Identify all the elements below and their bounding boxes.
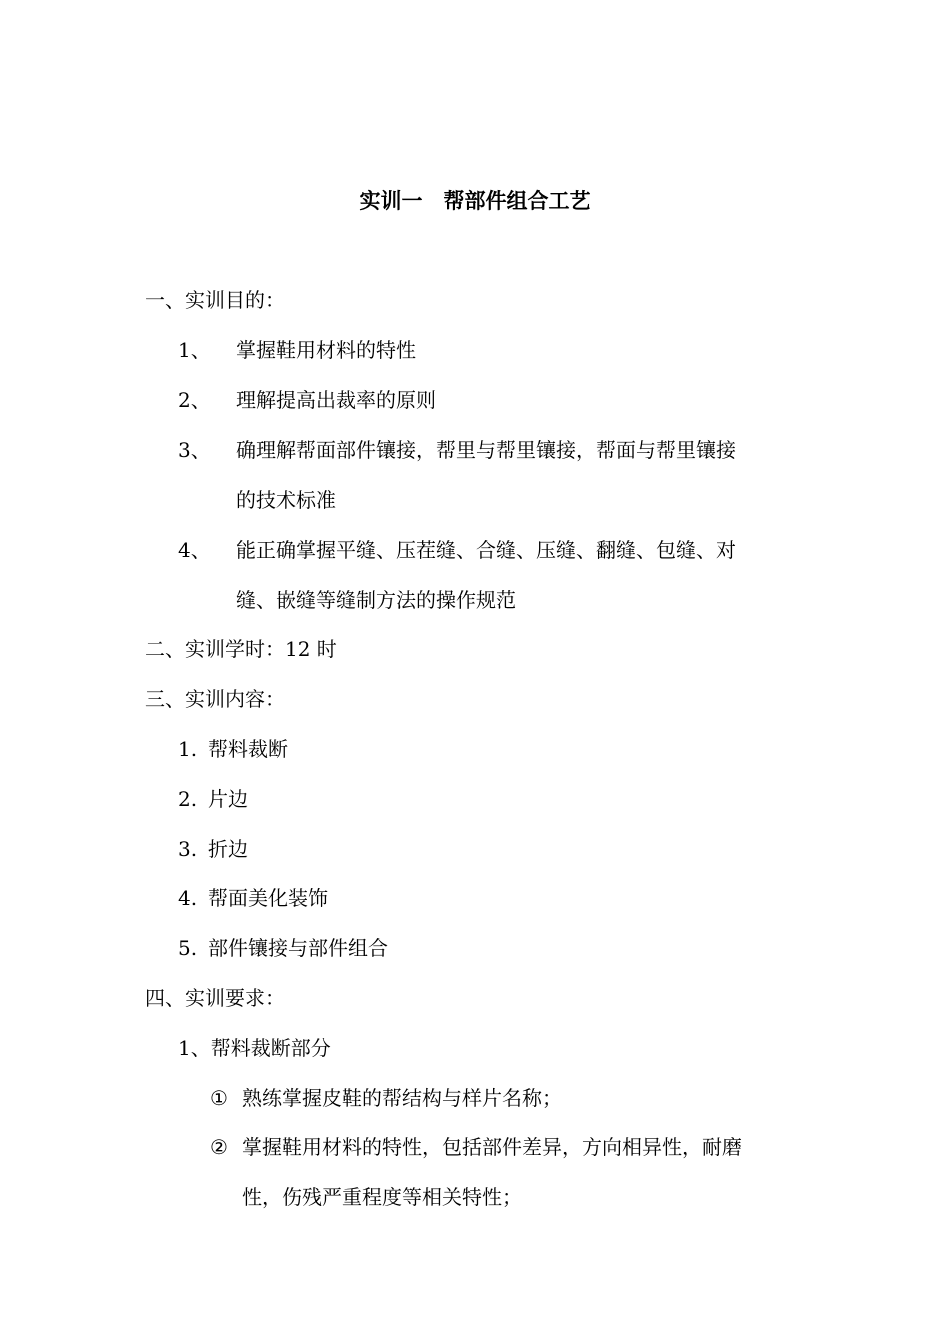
section-heading-hours: 二、实训学时：12 时 bbox=[145, 637, 337, 661]
list-item bbox=[178, 534, 736, 566]
list-item bbox=[178, 882, 328, 914]
list-item bbox=[210, 1082, 562, 1114]
list-item-number: 5. bbox=[178, 936, 198, 960]
list-item-number: 3、 bbox=[178, 438, 211, 462]
list-item-text: 掌握鞋用材料的特性，包括部件差异，方向相异性，耐磨 bbox=[242, 1135, 742, 1159]
list-item-text: 能正确掌握平缝、压茬缝、合缝、压缝、翻缝、包缝、对 bbox=[236, 538, 736, 562]
list-item-text: 部件镶接与部件组合 bbox=[208, 936, 388, 960]
subsection-heading: 1、帮料裁断部分 bbox=[178, 1036, 331, 1060]
list-item-text: 理解提高出裁率的原则 bbox=[236, 388, 436, 412]
list-item-text: 片边 bbox=[208, 787, 248, 811]
list-item-number: 1、 bbox=[178, 338, 211, 362]
section-heading-purpose: 一、实训目的： bbox=[145, 288, 285, 312]
list-item-number: ② bbox=[210, 1135, 228, 1159]
list-item-text: 确理解帮面部件镶接，帮里与帮里镶接，帮面与帮里镶接 bbox=[236, 438, 736, 462]
list-item bbox=[178, 783, 248, 815]
list-item-continuation: 缝、嵌缝等缝制方法的操作规范 bbox=[236, 588, 516, 612]
list-item-number: 4. bbox=[178, 886, 198, 910]
list-item-continuation: 性，伤残严重程度等相关特性； bbox=[242, 1185, 522, 1209]
section-heading-content: 三、实训内容： bbox=[145, 687, 285, 711]
list-item-text: 帮面美化装饰 bbox=[208, 886, 328, 910]
list-item-number: 2、 bbox=[178, 388, 211, 412]
list-item-number: 2. bbox=[178, 787, 198, 811]
page-title: 实训一 帮部件组合工艺 bbox=[359, 189, 591, 213]
list-item bbox=[178, 733, 288, 765]
list-item bbox=[178, 434, 736, 466]
list-item-text: 折边 bbox=[208, 837, 248, 861]
section-heading-requirements: 四、实训要求： bbox=[145, 986, 285, 1010]
list-item-continuation: 的技术标准 bbox=[236, 488, 336, 512]
list-item-text: 熟练掌握皮鞋的帮结构与样片名称； bbox=[242, 1086, 562, 1110]
list-item bbox=[178, 833, 248, 865]
list-item-text: 帮料裁断 bbox=[208, 737, 288, 761]
list-item-number: ① bbox=[210, 1086, 228, 1110]
list-item bbox=[178, 334, 416, 366]
list-item-number: 4、 bbox=[178, 538, 211, 562]
list-item bbox=[178, 384, 436, 416]
list-item-text: 掌握鞋用材料的特性 bbox=[236, 338, 416, 362]
list-item-number: 1. bbox=[178, 737, 198, 761]
list-item bbox=[210, 1131, 742, 1163]
list-item-number: 3. bbox=[178, 837, 198, 861]
list-item bbox=[178, 932, 388, 964]
